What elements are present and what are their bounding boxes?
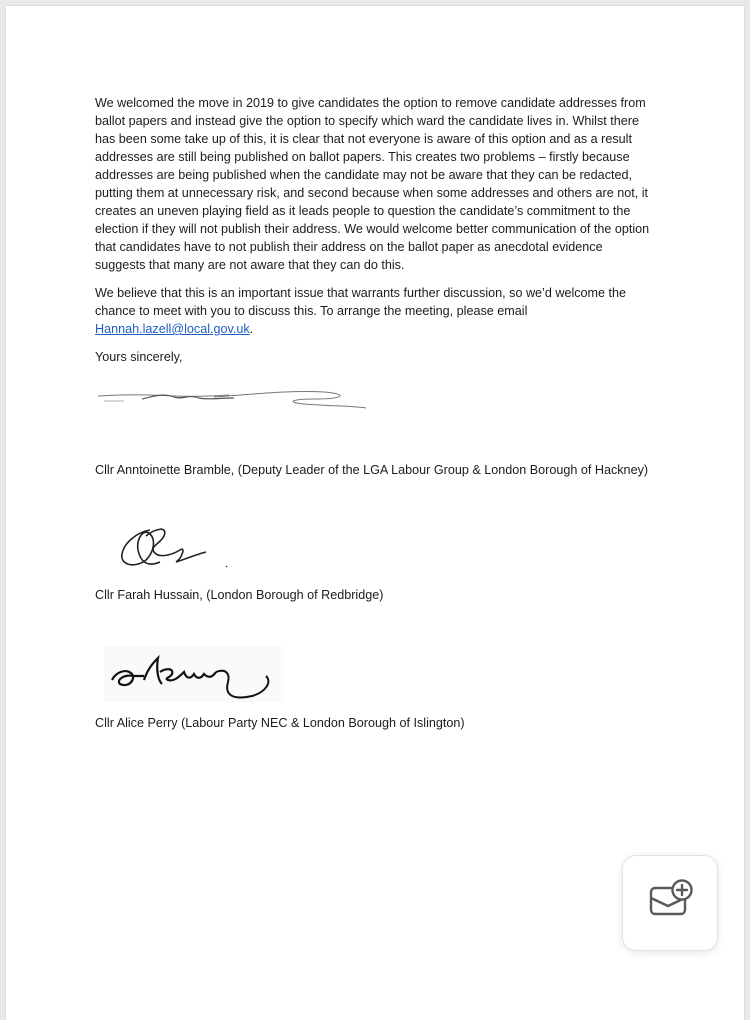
- body-paragraph-1: We welcomed the move in 2019 to give candidates the option to remove candidate addresses from ballot papers and instead give the option to specify which ward the candidate lives in. Whilst there has been some take up of this, it is clear that not everyone is aware of this option and as a result addresses are still being published on ballot papers. This creates two problems – firstly because addresses are being published when the candidate may not be aware that they can be redacted, putting them at unnecessary risk, and second because when some addresses and others are not, it creates an uneven playing field as it leads people to question the candidate’s commitment to the election if they will not publish their address. We would welcome better communication of the option that candidates have to not publish their address on the ballot paper as anecdotal evidence suggests that many are not aware that they can do this.: [95, 96, 650, 272]
- closing-salutation: Yours sincerely,: [95, 350, 183, 364]
- body-paragraph-2: [95, 284, 655, 338]
- signatory-2-name: Cllr Farah Hussain, (London Borough of Redbridge): [95, 588, 384, 602]
- paragraph-2-text: We believe that this is an important issue that warrants further discussion, so we’d welcome the chance to meet with you to discuss this. To arrange the meeting, please email: [95, 286, 627, 318]
- signature-bramble: [94, 384, 374, 414]
- paragraph-2-end: .: [249, 322, 254, 336]
- signature-perry: [104, 646, 284, 702]
- signatory-3-name: Cllr Alice Perry (Labour Party NEC & London Borough of Islington): [95, 716, 465, 730]
- mail-add-icon: [645, 878, 695, 928]
- signatory-1-name: Cllr Anntoinette Bramble, (Deputy Leader of the LGA Labour Group & London Borough of Hackney): [95, 463, 649, 477]
- signature-hussain: [110, 516, 240, 574]
- email-link[interactable]: Hannah.lazell@local.gov.uk: [95, 322, 250, 336]
- add-to-mail-button[interactable]: [622, 855, 718, 951]
